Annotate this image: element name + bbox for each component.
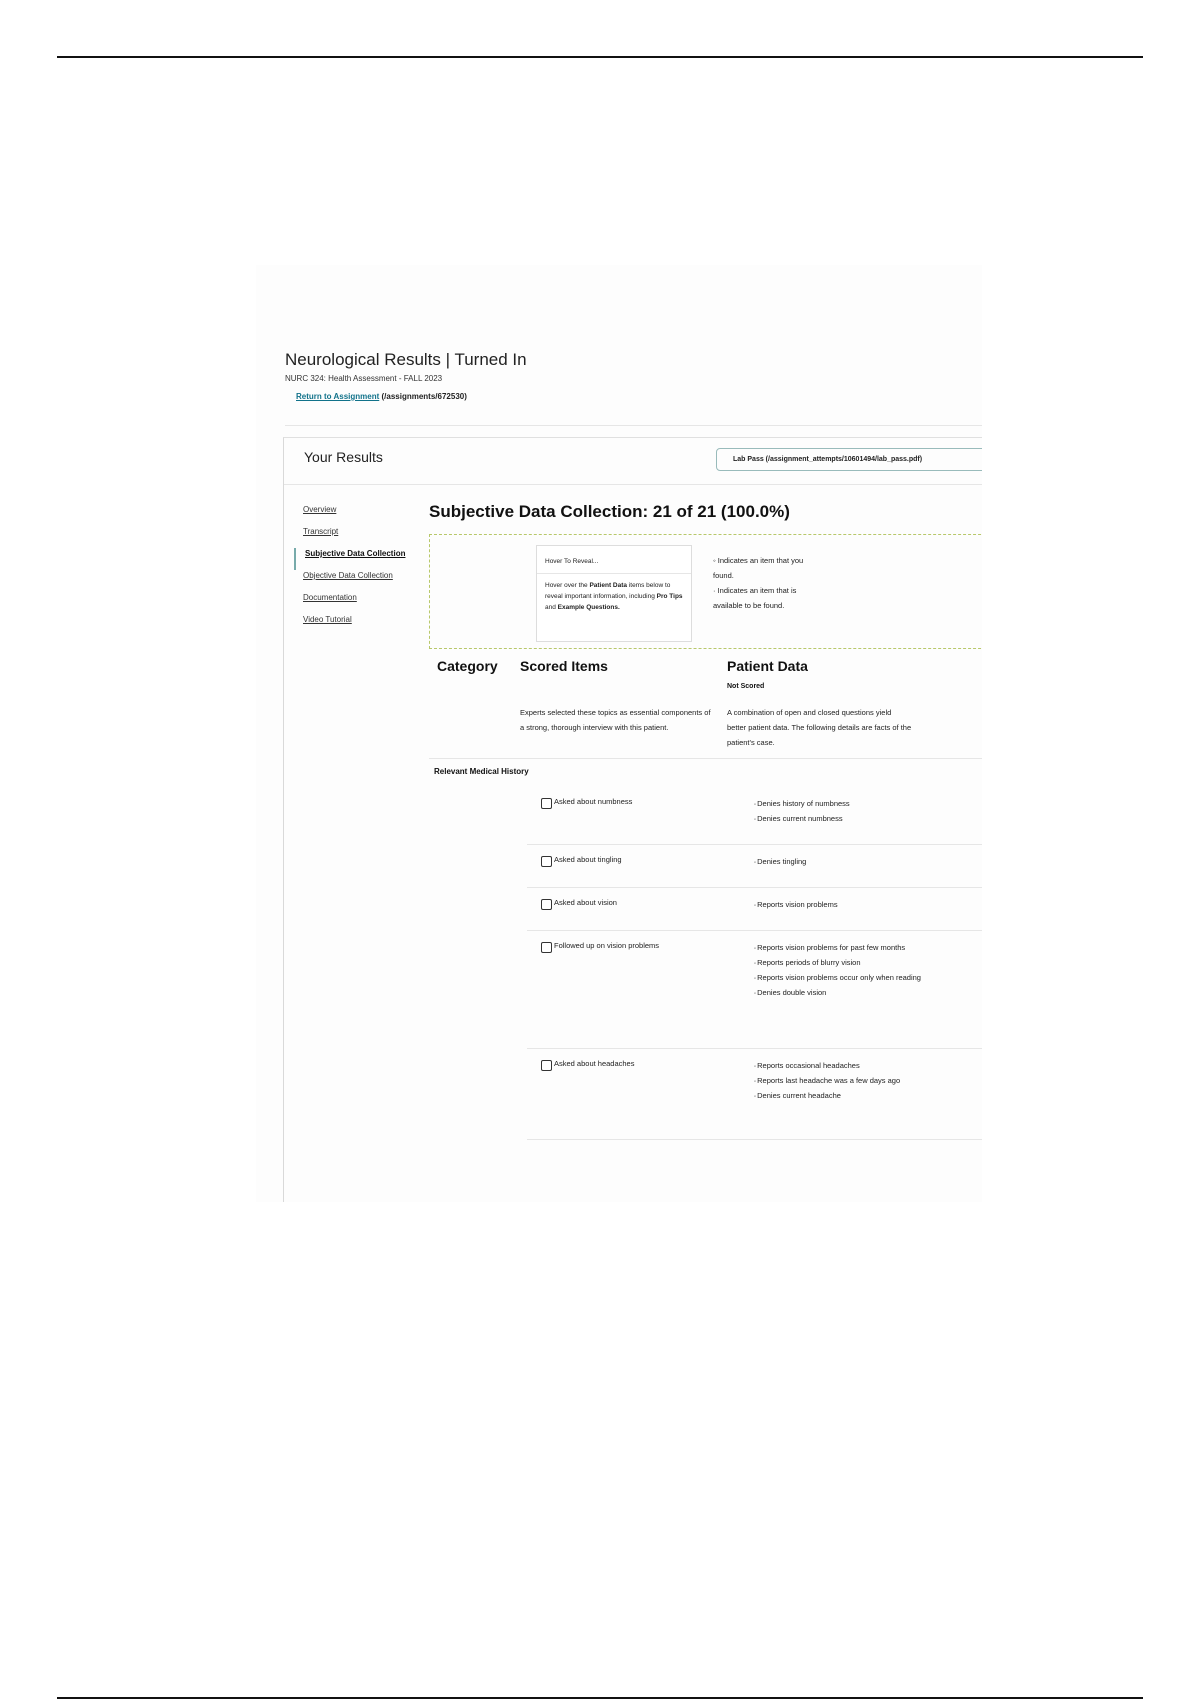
- fact[interactable]: ◦ Denies current numbness: [754, 812, 944, 827]
- checkbox-icon: [541, 942, 552, 953]
- patient-data-description: A combination of open and closed questions yield better patient data. The following details are facts of the patient's case.: [727, 708, 912, 747]
- results-sidenav: [294, 504, 424, 636]
- fact[interactable]: ◦ Reports occasional headaches: [754, 1059, 944, 1074]
- return-path: (/assignments/672530): [381, 392, 467, 401]
- fact[interactable]: ◦ Reports vision problems: [754, 898, 944, 913]
- nav-subjective-data-collection[interactable]: Subjective Data Collection: [294, 548, 424, 570]
- table-row: [527, 845, 982, 888]
- patient-facts: [754, 855, 944, 870]
- available-marker-icon: ·: [713, 586, 718, 595]
- scored-item: Asked about tingling: [541, 855, 741, 867]
- fact[interactable]: ◦ Denies current headache: [754, 1089, 944, 1104]
- patient-facts: [754, 941, 944, 1001]
- legend: [713, 553, 823, 613]
- fact[interactable]: ◦ Reports vision problems for past few months: [754, 941, 944, 956]
- scored-item: Asked about vision: [541, 898, 741, 910]
- hover-card-heading: Hover To Reveal...: [537, 546, 691, 574]
- patient-facts: [754, 797, 944, 827]
- nav-documentation[interactable]: Documentation: [303, 593, 357, 602]
- column-header-scored-items: Scored Items: [520, 658, 608, 674]
- hint-box: [429, 534, 982, 649]
- checkbox-icon: [541, 856, 552, 867]
- nav-video-tutorial[interactable]: Video Tutorial: [303, 615, 352, 624]
- return-line: [296, 392, 467, 401]
- fact[interactable]: ◦ Denies tingling: [754, 855, 944, 870]
- scored-items-description: Experts selected these topics as essential components of a strong, thorough interview with this patient.: [520, 708, 711, 732]
- not-scored-label: Not Scored: [727, 683, 765, 690]
- table-row: [527, 888, 982, 931]
- table-row: [527, 787, 982, 845]
- checkbox-icon: [541, 1060, 552, 1071]
- course-name: NURC 324: Health Assessment - FALL 2023: [285, 374, 443, 383]
- divider: [285, 425, 982, 426]
- patient-facts: [754, 1059, 944, 1104]
- fact[interactable]: ◦ Reports vision problems occur only when reading: [754, 971, 944, 986]
- hover-card-body: Hover over the Patient Data items below to reveal important information, including Pro Tips and Example Questions.: [545, 582, 683, 611]
- table-row: [527, 931, 982, 1049]
- hover-to-reveal-card: [536, 545, 692, 642]
- checkbox-icon: [541, 798, 552, 809]
- divider: [284, 484, 982, 485]
- checkbox-icon: [541, 899, 552, 910]
- legend-found: ◦ Indicates an item that you found.: [713, 556, 804, 580]
- fact[interactable]: ◦ Denies history of numbness: [754, 797, 944, 812]
- results-screenshot: [256, 265, 982, 1202]
- lab-pass-button[interactable]: Lab Pass (/assignment_attempts/10601494/lab_pass.pdf): [716, 448, 982, 471]
- page-top-rule: [57, 56, 1143, 58]
- nav-transcript[interactable]: Transcript: [303, 527, 339, 536]
- column-header-category: Category: [437, 658, 498, 674]
- table-row: [527, 1049, 982, 1140]
- found-marker-icon: ◦: [713, 556, 718, 565]
- nav-objective-data-collection[interactable]: Objective Data Collection: [303, 571, 393, 580]
- legend-available: · Indicates an item that is available to be found.: [713, 586, 797, 610]
- scored-item: Asked about headaches: [541, 1059, 741, 1071]
- nav-overview[interactable]: Overview: [303, 505, 337, 514]
- return-to-assignment-link[interactable]: Return to Assignment: [296, 392, 380, 401]
- divider: [429, 758, 982, 759]
- fact[interactable]: ◦ Reports last headache was a few days ago: [754, 1074, 944, 1089]
- fact[interactable]: ◦ Denies double vision: [754, 986, 944, 1001]
- scored-item: Asked about numbness: [541, 797, 741, 809]
- group-title: Relevant Medical History: [434, 767, 529, 776]
- section-title: Subjective Data Collection: 21 of 21 (100.0%): [429, 502, 790, 521]
- results-card: [283, 437, 982, 1202]
- patient-facts: [754, 898, 944, 913]
- page-bottom-rule: [57, 1697, 1143, 1699]
- fact[interactable]: ◦ Reports periods of blurry vision: [754, 956, 944, 971]
- page-title: Neurological Results | Turned In: [285, 350, 527, 369]
- column-header-patient-data: Patient Data: [727, 658, 808, 674]
- scored-item: Followed up on vision problems: [541, 941, 741, 953]
- results-title: Your Results: [304, 449, 383, 465]
